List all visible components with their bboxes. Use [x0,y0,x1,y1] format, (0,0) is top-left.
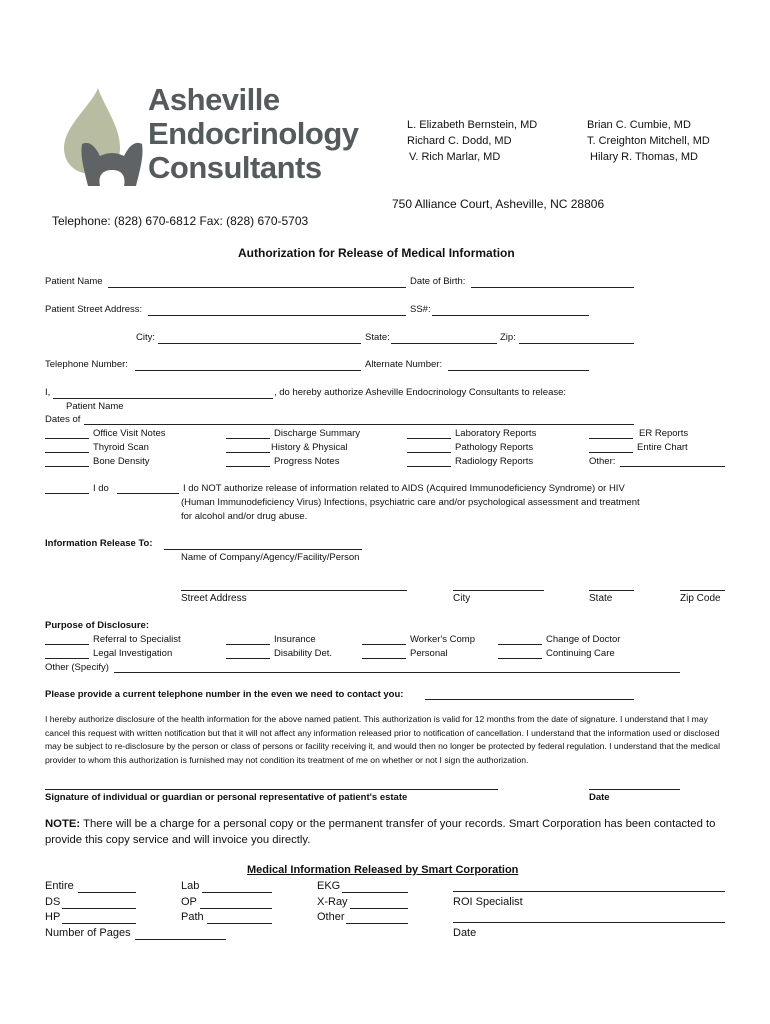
release-zip-field[interactable] [680,590,725,591]
released-item-label: Path [181,911,204,923]
released-item-field[interactable] [62,908,136,909]
purpose-option: Personal [410,648,448,659]
record-option: ER Reports [639,428,689,439]
practice-phone: Telephone: (828) 670-6812 Fax: (828) 670-5703 [52,214,309,228]
purpose-title: Purpose of Disclosure: [45,620,149,631]
record-checkbox[interactable] [407,438,451,439]
city-label: City: [136,332,155,343]
released-item-label: Other [317,911,345,923]
released-date-label: Date [453,927,477,939]
legal-paragraph: I hereby authorize disclosure of the health information for the above named patient. This authorization is valid for 12 months from the date of signature. I understand that I may cancel this request with written notification but that it will not affect any information released prior to notification of cancellation. I understand that the information used or disclosed may be subject to re-disclosure by the person or class of persons or facility receiving it, and would then no longer be protected by federal regulation. I understand that the medical provider to whom this authorization is furnished may not condition its treatment of me on whether or not I sign the authorization. [45,714,720,765]
street-field[interactable] [148,315,406,316]
released-item-label: EKG [317,880,341,892]
released-item-label: DS [45,896,61,908]
authorize-text: , do hereby authorize Asheville Endocrinology Consultants to release: [274,387,567,398]
record-option: Entire Chart [637,442,688,453]
record-checkbox[interactable] [589,452,633,453]
aids-text: for alcohol and/or drug abuse. [181,511,308,522]
purpose-option: Legal Investigation [93,648,173,659]
logo-mark [58,86,143,190]
patient-name-field[interactable] [108,287,406,288]
release-to-label: Information Release To: [45,538,153,549]
zip-label: Zip: [500,332,516,343]
record-checkbox[interactable] [226,452,270,453]
record-checkbox[interactable] [45,452,89,453]
released-item-field[interactable] [350,908,408,909]
purpose-checkbox[interactable] [362,658,406,659]
release-street-field[interactable] [181,590,407,591]
note-text: There will be a charge for a personal copy or the permanent transfer of your records. Smart Corporation has been contacted to provide this copy service and will invoice you directly. [45,818,716,846]
aids-text: I do NOT authorize release of information related to AIDS (Acquired Immunodeficiency Syndrome) or HIV [183,483,625,494]
released-item-field[interactable] [62,923,136,924]
city-caption: City [453,593,471,604]
released-item-field[interactable] [342,892,408,893]
purpose-option: Continuing Care [546,648,615,659]
state-caption: State [589,593,613,604]
purpose-option: Worker's Comp [410,634,475,645]
doctor-name: L. Elizabeth Bernstein, MD [407,119,538,131]
alternate-label: Alternate Number: [365,359,443,370]
purpose-option: Referral to Specialist [93,634,181,645]
alternate-field[interactable] [448,370,589,371]
released-item-label: Lab [181,880,200,892]
telephone-field[interactable] [135,370,361,371]
dob-field[interactable] [471,287,634,288]
zip-caption: Zip Code [680,593,721,604]
state-label: State: [365,332,390,343]
i-label: I, [45,387,51,398]
signature-field[interactable] [45,789,498,790]
record-option: Progress Notes [274,456,340,467]
note-label: NOTE: [45,818,81,830]
released-item-label: Number of Pages [45,927,131,939]
record-option: Other: [589,456,616,467]
record-checkbox[interactable] [226,438,270,439]
signature-date-field[interactable] [589,789,680,790]
signature-label: Signature of individual or guardian or personal representative of patient's estate [45,792,408,803]
record-option: History & Physical [271,442,348,453]
doctor-name: V. Rich Marlar, MD [409,151,501,163]
purpose-checkbox[interactable] [45,658,89,659]
patient-name-label: Patient Name [45,276,103,287]
authorizer-name-field[interactable] [53,398,273,399]
record-option: Radiology Reports [455,456,534,467]
brand-line-3: Consultants [148,150,322,185]
record-option: Laboratory Reports [455,428,537,439]
company-caption: Name of Company/Agency/Facility/Person [181,552,360,563]
released-item-field[interactable] [78,892,136,893]
released-item-label: OP [181,896,197,908]
purpose-checkbox[interactable] [226,658,270,659]
contact-phone-field[interactable] [425,699,634,700]
release-city-field[interactable] [453,590,544,591]
street-label: Patient Street Address: [45,304,143,315]
released-item-field[interactable] [202,892,272,893]
released-item-field[interactable] [207,923,272,924]
number-of-pages-field[interactable] [135,939,226,940]
other-specify-field[interactable] [114,672,680,673]
other-specify-label: Other (Specify) [45,662,109,673]
record-checkbox[interactable] [589,438,633,439]
i-do-field[interactable] [45,493,89,494]
released-item-label: X-Ray [317,896,348,908]
record-option: Office Visit Notes [93,428,166,439]
roi-specialist-label: ROI Specialist [453,896,523,908]
brand-line-1: Asheville [148,82,280,117]
purpose-checkbox[interactable] [362,644,406,645]
record-option: Pathology Reports [455,442,534,453]
doctor-name: Richard C. Dodd, MD [407,135,512,147]
signature-date-label: Date [589,792,610,803]
zip-field[interactable] [519,343,634,344]
purpose-option: Insurance [274,634,316,645]
other-record-field[interactable] [620,466,725,467]
city-field[interactable] [158,343,361,344]
released-date-field[interactable] [453,922,725,923]
i-do-label: I do [93,483,109,494]
ssn-label: SS#: [410,304,431,315]
record-option: Bone Density [93,456,150,467]
aids-text: (Human Immunodeficiency Virus) Infections, psychiatric care and/or psychological assessment and treatment [181,497,640,508]
roi-specialist-field[interactable] [453,891,725,892]
record-checkbox[interactable] [45,466,89,467]
dob-label: Date of Birth: [410,276,466,287]
record-checkbox[interactable] [407,452,451,453]
i-do-not-field[interactable] [117,493,179,494]
record-option: Thyroid Scan [93,442,149,453]
purpose-checkbox[interactable] [226,644,270,645]
dates-of-field[interactable] [84,424,634,425]
purpose-checkbox[interactable] [498,644,542,645]
note-paragraph [45,816,735,848]
telephone-label: Telephone Number: [45,359,128,370]
form-title: Authorization for Release of Medical Information [238,246,515,260]
doctor-name: Brian C. Cumbie, MD [587,119,691,131]
ssn-field[interactable] [432,315,589,316]
released-item-field[interactable] [346,923,408,924]
record-option: Discharge Summary [274,428,361,439]
purpose-option: Change of Doctor [546,634,621,645]
release-to-field[interactable] [164,549,362,550]
record-checkbox[interactable] [45,438,89,439]
street-caption: Street Address [181,593,247,604]
patient-name-caption: Patient Name [66,401,124,412]
brand-line-2: Endocrinology [148,116,359,151]
released-item-label: HP [45,911,61,923]
released-item-label: Entire [45,880,74,892]
doctor-name: Hilary R. Thomas, MD [590,151,698,163]
state-field[interactable] [391,343,497,344]
release-state-field[interactable] [589,590,634,591]
contact-prompt: Please provide a current telephone number in the even we need to contact you: [45,689,404,700]
dates-of-label: Dates of [45,414,81,425]
released-title: Medical Information Released by Smart Corporation [247,864,519,876]
purpose-checkbox[interactable] [498,658,542,659]
released-item-field[interactable] [200,908,272,909]
doctor-name: T. Creighton Mitchell, MD [587,135,710,147]
record-checkbox[interactable] [226,466,270,467]
purpose-checkbox[interactable] [45,644,89,645]
record-checkbox[interactable] [407,466,451,467]
purpose-option: Disability Det. [274,648,333,659]
practice-address: 750 Alliance Court, Asheville, NC 28806 [392,197,605,211]
